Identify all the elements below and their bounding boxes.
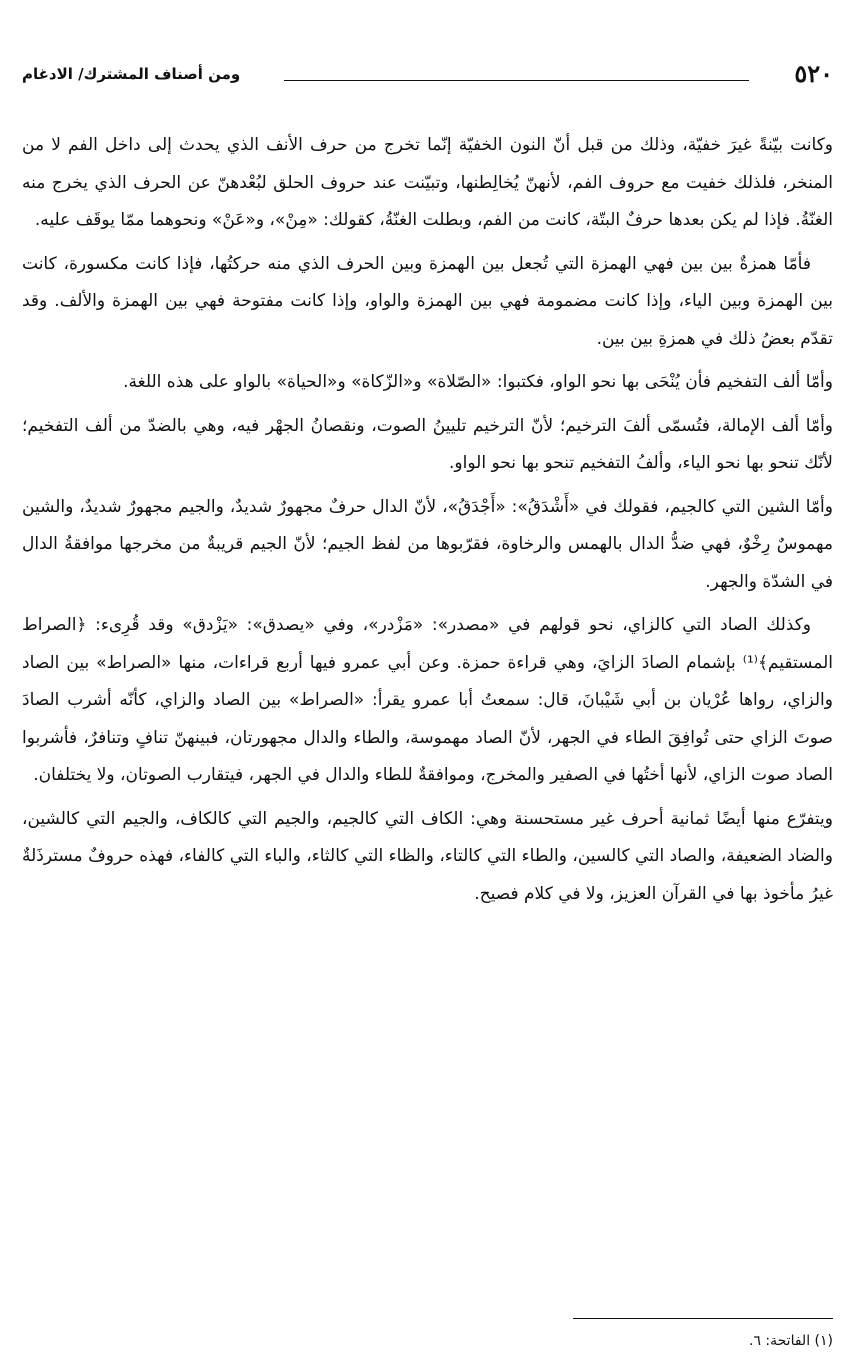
header-rule — [284, 80, 749, 81]
paragraph: وكانت بيّنةً غيرَ خفيّة، وذلك من قبل أنّ النون الخفيّة إنّما تخرج من حرف الأنف الذي يحدث إلى داخل الفم لا من المنخر، فلذلك خفيت مع حروف الفم، لأنهنّ يُخالِطنها، وتبيّنت عند حروف الحلق لبُعْدهنّ عن الحرف الذي يخرج منه الغنّةُ. فإذا لم يكن بعدها حرفٌ البتّة، كانت من الفم، وبطلت الغنّةُ، كقولك: «مِنْ»، و«عَنْ» ونحوهما ممّا يوقَف عليه. — [22, 135, 833, 230]
paragraph: وأمّا ألف التفخيم فأن يُنْحَى بها نحو الواو، فكتبوا: «الصّلاة» و«الزّكاة» و«الحياة» بالواو على هذه اللغة. — [123, 372, 833, 392]
running-title: ومن أصناف المشترك/ الادغام — [22, 65, 241, 83]
paragraph: وأمّا ألف الإمالة، فتُسمّى ألفَ الترخيم؛ لأنّ الترخيم تليينُ الصوت، ونقصانُ الجهْر فيه، وهي بالضدّ من ألف التفخيم؛ لأنّك تنحو بها نحو الياء، وألفُ التفخيم تنحو بها نحو الواو. — [22, 415, 833, 473]
paragraph: ويتفرّع منها أيضًا ثمانية أحرف غير مستحسنة وهي: الكاف التي كالجيم، والجيم التي كالكاف، والجيم التي كالشين، والضاد الضعيفة، والصاد التي كالسين، والطاء التي كالتاء، والظاء التي كالثاء، والباء التي كالفاء، فهذه حروفٌ مسترذَلةٌ غيرُ مأخوذ بها في القرآن العزيز، ولا في كلام فصيح. — [22, 808, 833, 904]
paragraph: وأمّا الشين التي كالجيم، فقولك في «أَشْدَقُ»: «أَجْدَقُ»، لأنّ الدال حرفٌ مجهورٌ شديدٌ، والجيم مجهورٌ شديدٌ، والشين مهموسٌ رِخْوٌ، فهي ضدُّ الدال بالهمس والرخاوة، فقرّبوها من لفظ الجيم؛ لأنّ الجيم قريبةٌ من مخرجها موافقةُ الدال في الشدّة والجهر. — [22, 496, 833, 592]
body-text — [22, 127, 833, 919]
footnote: (١) الفاتحة: ٦. — [748, 1333, 833, 1349]
footnote-rule — [573, 1318, 833, 1319]
paragraph: وكذلك الصاد التي كالزاي، نحو قولهم في «مصدر»: «مَزْدر»، وفي «يصدق»: «يَزْدق» وقد قُرِىء: ﴿الصراط المستقيم﴾⁽¹⁾ بإشمام الصادَ الزايَ، وهي قراءة حمزة. وعن أبي عمرو فيها أربع قراءات، منها «الصراط» بين الصاد والزاي، رواها عُرْيان بن أبي شَيْبانَ، قال: سمعتُ أبا عمرو يقرأ: «الصراط» بين الصاد والزاي، كأنّه أشرب الصادَ صوتَ الزاي حتى تُوافِقَ الطاء في الجهر، لأنّ الصاد مهموسة، والطاء والدال مجهورتان، فبينهنّ تنافٍ وتنافرٌ، فأشربوا الصاد صوت الزاي، لأنها أختُها في الصفير والمخرج، وموافقةٌ للطاء والدال في الجهر، فيتقارب الصوتان، ولا يختلفان. — [22, 615, 833, 785]
paragraph: فأمّا همزةٌ بين بين فهي الهمزة التي تُجعل بين الهمزة وبين الحرف الذي منه حركتُها، فإذا كانت مكسورة، كانت بين الهمزة وبين الياء، وإذا كانت مضمومة فهي بين الهمزة والواو، وإذا كانت مفتوحة فهي بين الهمزة والألف. وقد تقدّم بعضُ ذلك في همزةِ بين بين. — [22, 253, 833, 349]
page-number: ٥٢٠ — [794, 59, 833, 88]
page-header — [22, 56, 833, 92]
